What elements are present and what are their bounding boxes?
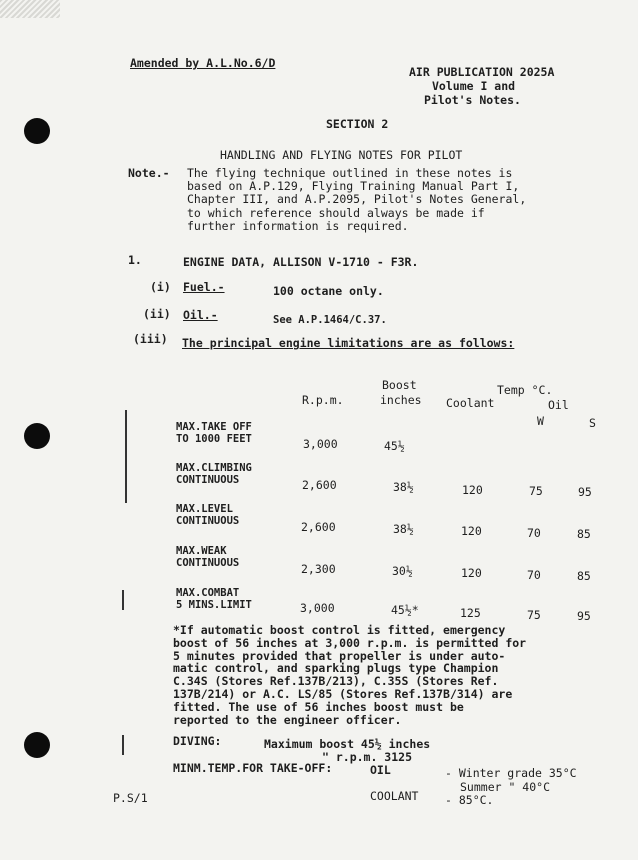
amendment-bar-2: [122, 590, 124, 610]
min-temp-label: MINM.TEMP.FOR TAKE-OFF:: [173, 761, 333, 775]
section-title: SECTION 2: [326, 117, 389, 131]
footnote-line: reported to the engineer officer.: [173, 712, 402, 727]
limits-title: The principal engine limitations are as follows:: [182, 336, 515, 350]
col-header-w: W: [537, 414, 544, 428]
min-temp-summer: Summer " 40°C: [460, 780, 551, 794]
cell-oil-s: 85: [577, 527, 591, 541]
note-line: to which reference should always be made if: [187, 205, 485, 220]
footnote-line: *If automatic boost control is fitted, emergency: [173, 623, 506, 637]
diving-label: DIVING:: [173, 734, 222, 748]
col-header-boost: Boost: [382, 378, 417, 392]
cell-oil-s: 95: [578, 485, 592, 499]
row-label: MAX.COMBAT 5 MINS.LIMIT: [176, 587, 252, 611]
punch-hole-bottom: [24, 732, 50, 758]
footnote: [173, 624, 526, 726]
min-temp-coolant-value: - 85°C.: [445, 793, 494, 807]
cell-rpm: 3,000: [300, 601, 335, 615]
note-line: further information is required.: [187, 218, 409, 233]
row-label: MAX.WEAK CONTINUOUS: [176, 545, 240, 569]
oil-label: Oil.-: [183, 308, 218, 322]
cell-rpm: 2,600: [301, 520, 336, 534]
cell-boost: 45½: [384, 439, 405, 453]
footnote-line: matic control, and sparking plugs type Champion: [173, 661, 499, 676]
note-line: The flying technique outlined in these notes is: [187, 166, 513, 180]
torn-corner: [0, 0, 60, 18]
col-header-s: S: [589, 416, 596, 430]
item-number: 1.: [128, 253, 142, 267]
cell-oil-w: 70: [527, 568, 541, 582]
page-reference: P.S/1: [113, 791, 148, 805]
col-header-temp: Temp °C.: [497, 383, 553, 397]
cell-coolant: 120: [462, 483, 483, 497]
amendment-note: Amended by A.L.No.6/D: [130, 56, 276, 70]
row-label: MAX.TAKE OFF TO 1000 FEET: [176, 421, 252, 445]
note-line: based on A.P.129, Flying Training Manual Part I,: [187, 179, 520, 194]
fuel-text: 100 octane only.: [273, 284, 384, 298]
fuel-label: Fuel.-: [183, 280, 225, 294]
note-line: Chapter III, and A.P.2095, Pilot's Notes General,: [187, 192, 527, 207]
row-label: MAX.CLIMBING CONTINUOUS: [176, 462, 252, 486]
row-label: MAX.LEVEL CONTINUOUS: [176, 503, 240, 527]
footnote-line: 5 minutes provided that propeller is under auto-: [173, 648, 506, 663]
cell-coolant: 120: [461, 524, 482, 538]
cell-boost: 38½: [393, 522, 414, 536]
min-temp-coolant: COOLANT: [370, 789, 419, 803]
oil-number: (ii): [143, 307, 171, 321]
publication-subtitle: Pilot's Notes.: [424, 93, 521, 107]
section-heading: HANDLING AND FLYING NOTES FOR PILOT: [220, 148, 463, 162]
note-label: Note.-: [128, 166, 170, 180]
footnote-line: C.34S (Stores Ref.137B/213), C.35S (Stores Ref.: [173, 674, 499, 689]
footnote-line: fitted. The use of 56 inches boost must be: [173, 699, 464, 714]
punch-hole-top: [24, 118, 50, 144]
footnote-line: 137B/214) or A.C. LS/85 (Stores Ref.137B/314) are: [173, 686, 513, 701]
limits-number: (iii): [133, 332, 168, 346]
engine-data-title: ENGINE DATA, ALLISON V-1710 - F3R.: [183, 255, 419, 269]
cell-coolant: 120: [461, 566, 482, 580]
footnote-line: boost of 56 inches at 3,000 r.p.m. is permitted for: [173, 635, 527, 650]
cell-rpm: 3,000: [303, 437, 338, 451]
min-temp-winter: - Winter grade 35°C: [445, 766, 577, 780]
cell-oil-s: 85: [577, 569, 591, 583]
amendment-bar-3: [122, 735, 124, 755]
col-header-oil: Oil: [548, 398, 569, 412]
cell-boost: 38½: [393, 480, 414, 494]
cell-boost: 30½: [392, 564, 413, 578]
cell-oil-s: 95: [577, 609, 591, 623]
diving-boost: Maximum boost 45½ inches: [264, 737, 431, 751]
diving-rpm: " r.p.m. 3125: [322, 750, 413, 764]
punch-hole-middle: [24, 423, 50, 449]
col-header-rpm: R.p.m.: [302, 393, 344, 407]
cell-rpm: 2,300: [301, 562, 336, 576]
cell-coolant: 125: [460, 606, 481, 620]
amendment-bar-1: [125, 410, 127, 503]
note-text: [187, 167, 526, 233]
cell-oil-w: 75: [527, 608, 541, 622]
oil-text: See A.P.1464/C.37.: [273, 314, 387, 326]
publication-title: AIR PUBLICATION 2025A: [409, 65, 555, 79]
fuel-number: (i): [150, 280, 171, 294]
min-temp-oil: OIL: [370, 763, 391, 777]
cell-rpm: 2,600: [302, 478, 337, 492]
cell-oil-w: 75: [529, 484, 543, 498]
col-header-coolant: Coolant: [446, 396, 495, 410]
cell-boost: 45½*: [391, 603, 419, 617]
col-header-boost-unit: inches: [380, 393, 422, 407]
publication-volume: Volume I and: [432, 79, 516, 93]
cell-oil-w: 70: [527, 526, 541, 540]
